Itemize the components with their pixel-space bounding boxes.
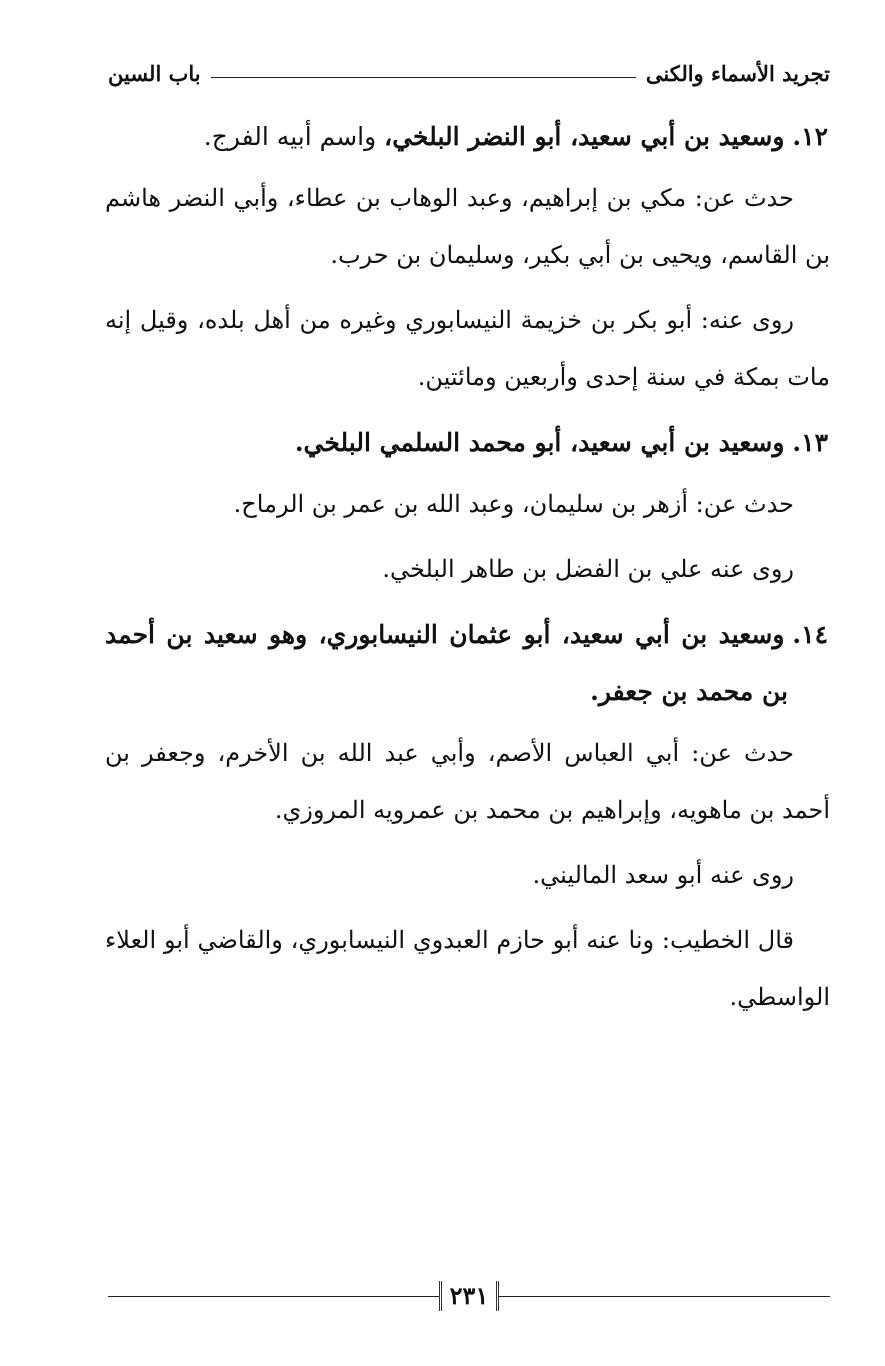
- footer-rule-right: [499, 1296, 830, 1297]
- entry-paragraph: روى عنه: أبو بكر بن خزيمة النيسابوري وغيره من أهل بلده، وقيل إنه مات بمكة في سنة إحدى وأربعين ومائتين.: [105, 306, 830, 391]
- entry-number: ١٣.: [792, 428, 828, 457]
- entry-name: وسعيد بن أبي سعيد، أبو عثمان النيسابوري، وهو سعيد بن أحمد بن محمد بن جعفر.: [105, 620, 788, 706]
- running-header: [108, 52, 830, 92]
- footer-rule-left: [108, 1296, 439, 1297]
- header-rule: [211, 77, 636, 78]
- page-number: ٢٣١: [439, 1281, 500, 1311]
- page-footer: [108, 1276, 830, 1316]
- text-body: [105, 108, 830, 1034]
- book-title: تجريد الأسماء والكنى: [645, 61, 830, 86]
- entry-heading-13: [105, 414, 830, 471]
- entry-paragraph: روى عنه علي بن الفضل بن طاهر البلخي.: [382, 555, 794, 583]
- entry-number: ١٢.: [792, 122, 828, 151]
- entry-paragraph: حدث عن: أزهر بن سليمان، وعبد الله بن عمر بن الرماح.: [233, 490, 794, 518]
- chapter-title: باب السين: [108, 61, 201, 86]
- entry-name: وسعيد بن أبي سعيد، أبو النضر البلخي،: [384, 122, 785, 151]
- entry-heading-12: [105, 108, 830, 165]
- entry-paragraph: حدث عن: مكي بن إبراهيم، وعبد الوهاب بن عطاء، وأبي النضر هاشم بن القاسم، ويحيى بن أبي بكير، وسليمان بن حرب.: [105, 184, 830, 269]
- entry-paragraph: روى عنه أبو سعد الماليني.: [532, 861, 794, 889]
- entry-paragraph: قال الخطيب: ونا عنه أبو حازم العبدوي النيسابوري، والقاضي أبو العلاء الواسطي.: [105, 926, 830, 1011]
- entry-paragraph: حدث عن: أبي العباس الأصم، وأبي عبد الله بن الأخرم، وجعفر بن أحمد بن ماهويه، وإبراهيم بن محمد بن عمرويه المروزي.: [105, 739, 830, 824]
- entry-heading-rest: واسم أبيه الفرج.: [203, 122, 385, 151]
- entry-name: وسعيد بن أبي سعيد، أبو محمد السلمي البلخي.: [294, 428, 785, 457]
- entry-number: ١٤.: [792, 620, 828, 649]
- entry-heading-14: [105, 606, 830, 720]
